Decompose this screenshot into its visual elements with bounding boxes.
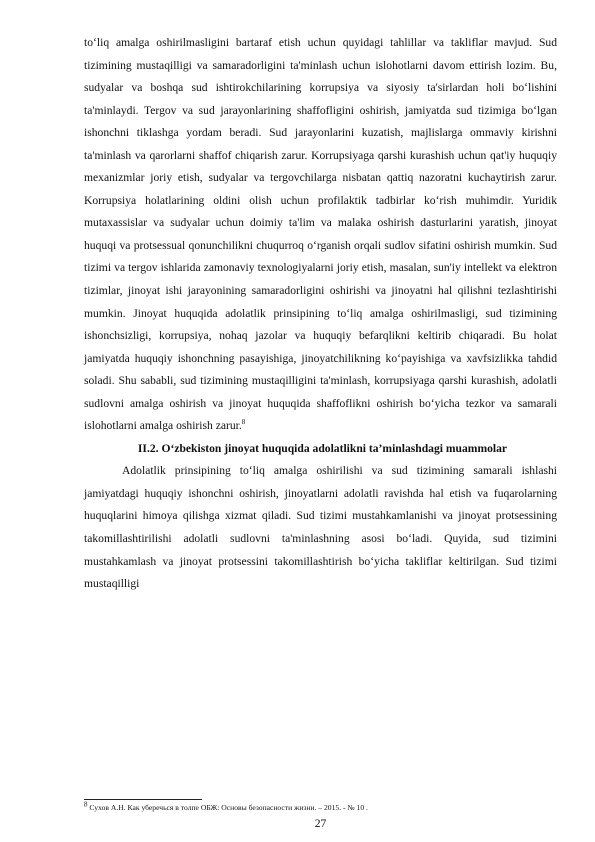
paragraph-1-text: to‘liq amalga oshirilmasligini bartaraf etish uchun quyidagi tahlillar va takliflar mavjud. Sud tizimining mustaqilligi va samaradorligini ta'minlash uchun islohotlarni davom ettirish lozim. Bu, sudyalar va boshqa sud ishtirokchilarining korrupsiya va siyosiy ta'sirlardan holi bo‘lishini ta'minlaydi. Tergov va sud jarayonlarining shaffofligini oshirish, jamiyatda sud tizimiga bo‘lgan ishonchni tiklashga yordam beradi. Sud jarayonlarini kuzatish, majlislarga ommaviy kirishni ta'minlash va qarorlarni shaffof chiqarish zarur. Korrupsiyaga qarshi kurashish uchun qat'iy huquqiy mexanizmlar joriy etish, sudyalar va tergovchilarga nisbatan qattiq nazoratni kuchaytirish zarur. Korrupsiya holatlarining oldini olish uchun profilaktik tadbirlar ko‘rish muhimdir. Yuridik mutaxassislar va sudyalar uchun doimiy ta'lim va malaka oshirish dasturlarini yaratish, jinoyat huquqi va protsessual qonunchilikni chuqurroq o‘rganish orqali sudlov sifatini oshirish mumkin. Sud tizimi va tergov ishlarida zamonaviy texnologiyalarni joriy etish, masalan, sun'iy intellekt va elektron tizimlar, jinoyat ishi jarayonining samaradorligini oshirishi va jinoyatni hal qilishni tezlashtirishi mumkin. Jinoyat huquqida adolatlik prinsipining to‘liq amalga oshirilmasligi, sud tizimining ishonchsizligi, korrupsiya, nohaq jazolar va huquqiy befarqlikni keltirib chiqaradi. Bu holat jamiyatda huquqiy ishonchning pasayishiga, jinoyatchilikning ko‘payishiga va xavfsizlikka tahdid soladi. Shu sababli, sud tizimining mustaqilligini ta'minlash, korrupsiyaga qarshi kurashish, adolatli sudlovni amalga oshirish va jinoyat huquqida shaffoflikni oshirish bo‘yicha tezkor va samarali islohotlarni amalga oshirish zarur. xyxy=(84,36,557,433)
paragraph-continuation xyxy=(84,32,557,438)
page-number: 27 xyxy=(314,817,327,830)
footnote xyxy=(84,800,564,813)
footnote-text: Сухов А.Н. Как уберечься в толпе ОБЖ: Основы безопасности жизни. – 2015. - № 10 . xyxy=(87,803,368,812)
section-heading: II.2. O‘zbekiston jinoyat huquqida adolatlikni ta’minlashdagi muammolar xyxy=(137,441,508,455)
body-text xyxy=(84,32,557,596)
footnote-reference[interactable]: 8 xyxy=(241,418,246,427)
footnote-number: 8 xyxy=(84,800,88,809)
paragraph-2: Adolatlik prinsipining to‘liq amalga oshirilishi va sud tizimining samarali ishlashi jamiyatdagi huquqiy ishonchni oshirish, jinoyatlarni adolatli ravishda hal etish va fuqarolarning huquqlarini himoya qilishga xizmat qiladi. Sud tizimi mustahkamlanishi va jinoyat protsessining takomillashtirilishi adolatli sudlovni ta'minlashning asosi bo‘ladi. Quyida, sud tizimini mustahkamlash va jinoyat protsessini takomillashtirish bo‘yicha takliflar keltirilgan. Sud tizimi mustaqilligi xyxy=(84,464,557,591)
footnote-divider xyxy=(84,799,202,800)
